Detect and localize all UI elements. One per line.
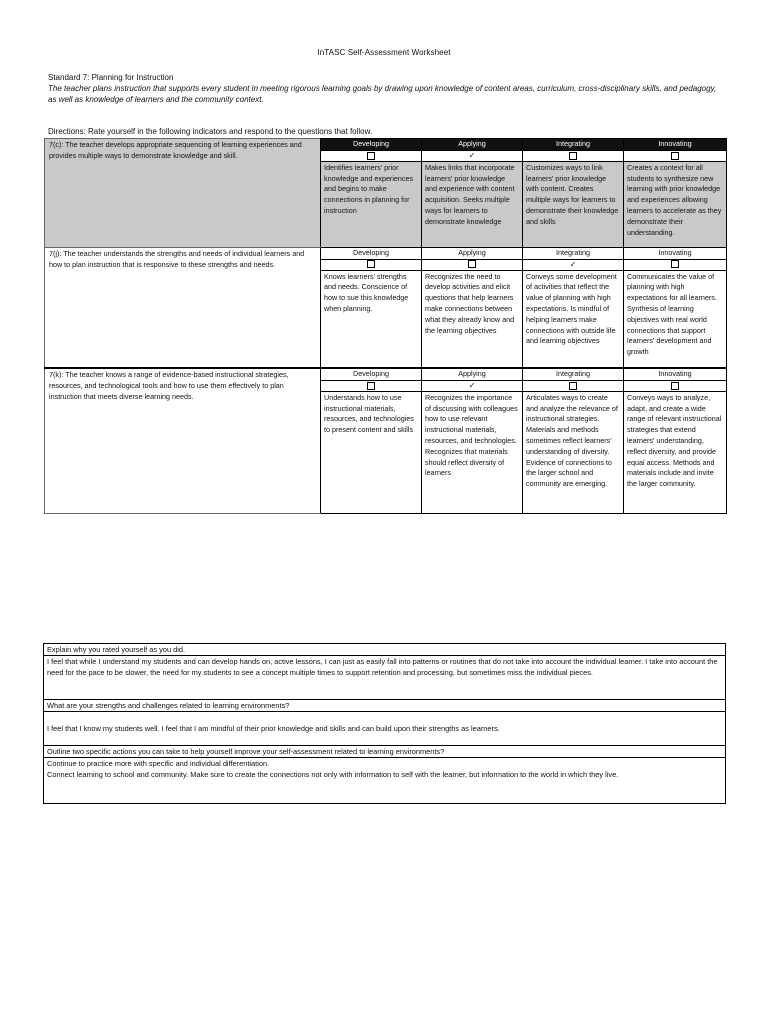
standard-block	[48, 72, 720, 105]
rating-checkbox-7j-innovating[interactable]	[624, 259, 727, 270]
answer-strengths-challenges[interactable]: I feel that I know my students well. I feel that I am mindful of their prior knowledge and skills and can build upon their strengths as learners.	[44, 712, 726, 746]
reflection-table	[43, 643, 726, 804]
descriptor-7c-applying: Makes links that incorporate learners' prior knowledge and experience with content acquisition. Seeks multiple ways for learners to demonstrate knowledge	[422, 161, 523, 247]
descriptor-7k-applying: Recognizes the importance of discussing with colleagues how to use relevant instructional materials, resources, and technologies. Recognizes that materials should reflect diversity of learners	[422, 391, 523, 513]
rating-checkbox-7j-integrating[interactable]	[523, 259, 624, 270]
answer-explain-rating[interactable]: I feel that while I understand my students and can develop hands on, active lessons, I can just as easily fall into patterns or routines that do not take into account the individual learner. I take into account the need for the pace to be slower, the need for my students to see a concept multiple times to support retention and processing, but sometimes miss the individual pieces.	[44, 656, 726, 700]
answer-action-1: Continue to practice more with specific and individual differentiation.	[47, 759, 270, 768]
descriptor-7k-developing: Understands how to use instructional materials, resources, and technologies to present content and skills	[321, 391, 422, 513]
level-header-developing: Developing	[321, 368, 422, 380]
directions-text: Directions: Rate yourself in the following indicators and respond to the questions that follow.	[48, 127, 373, 136]
descriptor-7c-integrating: Customizes ways to link learners' prior knowledge with content. Creates multiple ways for learners to demonstrate their knowledge and skills	[523, 161, 624, 247]
level-header-integrating: Integrating	[523, 368, 624, 380]
checkbox-icon	[367, 260, 375, 268]
rating-checkbox-7k-innovating[interactable]	[624, 380, 727, 391]
descriptor-7j-developing: Knows learners' strengths and needs. Conscience of how to sue this knowledge when planning.	[321, 270, 422, 368]
standard-title: Standard 7: Planning for Instruction	[48, 73, 174, 82]
level-header-innovating: Innovating	[624, 368, 727, 380]
descriptor-7c-developing: Identifies learners' prior knowledge and experiences and begins to make connections in planning for instruction	[321, 161, 422, 247]
level-header-applying: Applying	[422, 368, 523, 380]
descriptor-7j-innovating: Communicates the value of planning with high expectations for all learners. Synthesis of learning objectives with real world connections that support learners' development and growth	[624, 270, 727, 368]
answer-action-2: Connect learning to school and community. Make sure to create the connections not only with information to self with the learner, but information to the world in which they live.	[47, 770, 619, 779]
level-header-applying: Applying	[422, 139, 523, 151]
level-header-applying: Applying	[422, 247, 523, 259]
indicator-7c: 7(c): The teacher develops appropriate sequencing of learning experiences and provides multiple ways to demonstrate knowledge and skill.	[45, 139, 321, 248]
descriptor-7j-applying: Recognizes the need to develop activities and elicit questions that help learners make connections between what they already know and the learning objectives	[422, 270, 523, 368]
level-header-integrating: Integrating	[523, 139, 624, 151]
checkbox-icon	[468, 260, 476, 268]
rating-checkbox-7c-applying[interactable]	[422, 150, 523, 161]
checkmark-icon: ✓	[569, 259, 577, 269]
rating-checkbox-7k-applying[interactable]	[422, 380, 523, 391]
checkbox-icon	[671, 382, 679, 390]
indicator-7k: 7(k): The teacher knows a range of evidence-based instructional strategies, resources, and technological tools and how to use them effectively to plan instruction that meets diverse learning needs.	[45, 368, 321, 513]
level-header-developing: Developing	[321, 247, 422, 259]
checkmark-icon: ✓	[468, 380, 476, 390]
rating-checkbox-7j-applying[interactable]	[422, 259, 523, 270]
level-header-integrating: Integrating	[523, 247, 624, 259]
standard-description: The teacher plans instruction that supports every student in meeting rigorous learning goals by drawing upon knowledge of content areas, curriculum, cross-disciplinary skills, and pedagogy, as well as knowledge of learners and the community context.	[48, 84, 717, 104]
rating-checkbox-7c-developing[interactable]	[321, 150, 422, 161]
descriptor-7k-innovating: Conveys ways to analyze, adapt, and create a wide range of relevant instructional strategies that extend learners' understanding, reflect diversity, and provide equal access. Methods and materials include and invite the larger community.	[624, 391, 727, 513]
indicator-7j: 7(j): The teacher understands the strengths and needs of individual learners and how to plan instruction that is responsive to these strengths and needs.	[45, 247, 321, 368]
page-title: InTASC Self-Assessment Worksheet	[317, 48, 451, 57]
descriptor-7c-innovating: Creates a context for all students to synthesize new learning with prior knowledge and experiences allowing learners to accelerate as they demonstrate their understanding.	[624, 161, 727, 247]
question-explain-rating: Explain why you rated yourself as you did.	[44, 644, 726, 656]
checkbox-icon	[367, 382, 375, 390]
descriptor-7j-integrating: Conveys some development of activities that reflect the value of planning with high expectations. Is mindful of helping learners make connections with outside life and learning objectives	[523, 270, 624, 368]
checkmark-icon: ✓	[468, 150, 476, 160]
question-specific-actions: Outline two specific actions you can take to help yourself improve your self-assessment related to learning environments?	[44, 746, 726, 758]
rating-checkbox-7c-integrating[interactable]	[523, 150, 624, 161]
checkbox-icon	[367, 152, 375, 160]
rating-checkbox-7c-innovating[interactable]	[624, 150, 727, 161]
answer-specific-actions[interactable]	[44, 758, 726, 804]
checkbox-icon	[569, 152, 577, 160]
rating-checkbox-7k-developing[interactable]	[321, 380, 422, 391]
checkbox-icon	[671, 152, 679, 160]
question-strengths-challenges: What are your strengths and challenges related to learning environments?	[44, 700, 726, 712]
descriptor-7k-integrating: Articulates ways to create and analyze the relevance of instructional strategies. Materials and methods sometimes reflect learners' understanding of diversity. Evidence of connections to the larger school and community are emerging.	[523, 391, 624, 513]
checkbox-icon	[671, 260, 679, 268]
level-header-developing: Developing	[321, 139, 422, 151]
rating-checkbox-7j-developing[interactable]	[321, 259, 422, 270]
level-header-innovating: Innovating	[624, 139, 727, 151]
checkbox-icon	[569, 382, 577, 390]
level-header-innovating: Innovating	[624, 247, 727, 259]
rating-checkbox-7k-integrating[interactable]	[523, 380, 624, 391]
rubric-table	[44, 138, 727, 514]
